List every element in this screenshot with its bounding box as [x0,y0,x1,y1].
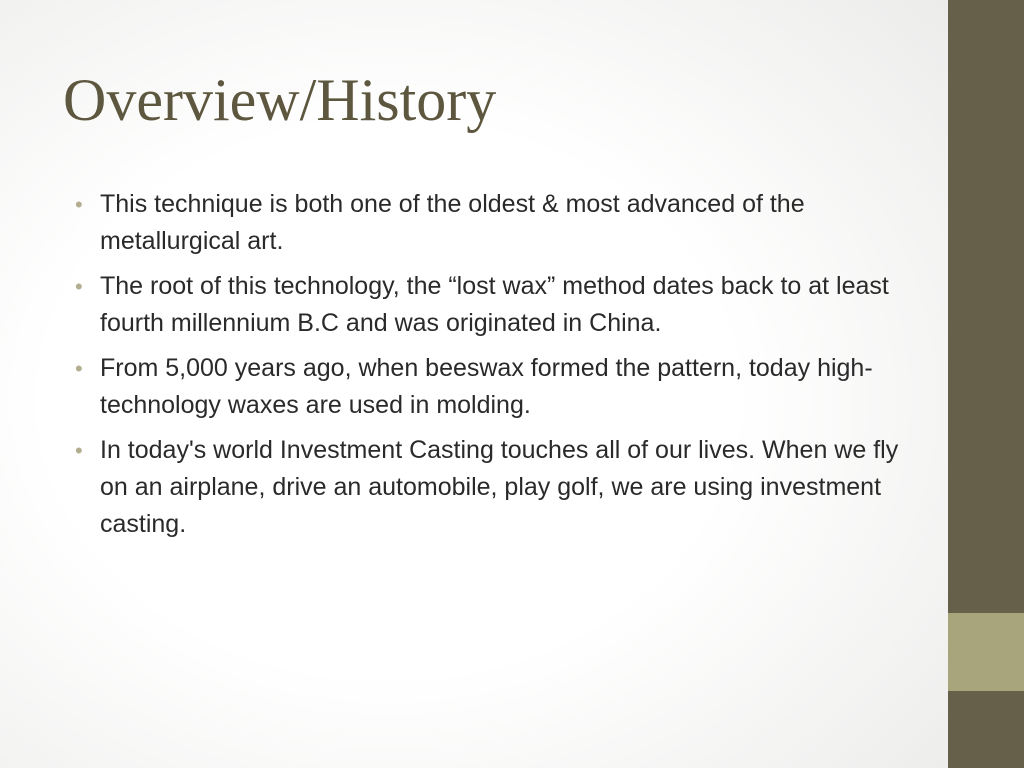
bullet-list [75,186,915,551]
slide-title: Overview/History [63,67,497,133]
bullet-icon: • [75,438,83,463]
bullet-icon: • [75,274,83,299]
bullet-text-1: This technique is both one of the oldest & most advanced of the metallurgical art. [100,190,805,255]
bullet-icon: • [75,192,83,217]
bullet-text-2: The root of this technology, the “lost wax” method dates back to at least fourth millennium B.C and was originated in China. [100,272,889,337]
bullet-item-1 [75,186,915,260]
bullet-item-4 [75,432,915,543]
bullet-text-4: In today's world Investment Casting touches all of our lives. When we fly on an airplane, drive an automobile, play golf, we are using investment casting. [100,436,899,538]
bullet-item-2 [75,268,915,342]
side-bar-accent-block [948,613,1024,691]
bullet-text-3: From 5,000 years ago, when beeswax formed the pattern, today high-technology waxes are used in molding. [100,354,873,419]
bullet-item-3 [75,350,915,424]
bullet-icon: • [75,356,83,381]
